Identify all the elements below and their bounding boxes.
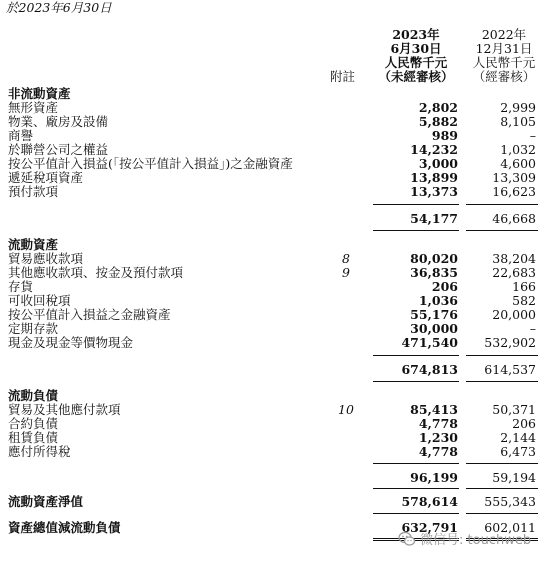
subtotal-2022: 46,668 — [492, 211, 536, 226]
net-current-2022: 555,343 — [484, 494, 536, 509]
row-value-2022: 50,371 — [492, 402, 536, 417]
row-label: 存貨 — [8, 279, 34, 294]
row-value-2023: 3,000 — [418, 156, 458, 171]
subtotal-rule — [466, 355, 538, 356]
row-label: 應付所得稅 — [8, 444, 71, 459]
section-title: 流動資產 — [8, 237, 59, 252]
note-header: 附註 — [330, 69, 356, 84]
total-rule — [373, 513, 459, 514]
subtotal-rule — [373, 381, 459, 382]
net-current-label: 流動資產淨值 — [8, 494, 84, 509]
row-label: 貿易應收款項 — [8, 251, 84, 266]
subtotal-rule — [373, 463, 459, 464]
row-label: 物業、廠房及設備 — [8, 114, 109, 129]
row-value-2022: 2,144 — [500, 430, 536, 445]
subtotal-2022: 614,537 — [484, 362, 536, 377]
subtotal-rule — [373, 355, 459, 356]
row-value-2022: 22,683 — [492, 265, 536, 280]
row-value-2022: 13,309 — [492, 170, 536, 185]
row-label: 租賃負債 — [8, 430, 59, 445]
row-value-2022: 2,999 — [500, 100, 536, 115]
row-value-2023: 13,899 — [410, 170, 458, 185]
col1-audit: （未經審核） — [378, 69, 454, 84]
row-value-2023: 55,176 — [410, 307, 458, 322]
subtotal-2023: 674,813 — [401, 362, 458, 377]
row-value-2022: 16,623 — [492, 184, 536, 199]
row-value-2023: 5,882 — [418, 114, 458, 129]
col2-audit: （經審核） — [472, 69, 536, 84]
watermark — [398, 529, 531, 548]
row-label: 其他應收款項、按金及預付款項 — [8, 265, 184, 280]
row-value-2023: 4,778 — [418, 444, 458, 459]
row-value-2022: 166 — [512, 279, 536, 294]
subtotal-rule — [466, 488, 538, 489]
row-value-2022: 20,000 — [492, 307, 536, 322]
col1-year: 2023年 — [392, 27, 440, 42]
row-value-2023: 13,373 — [410, 184, 458, 199]
subtotal-rule — [466, 230, 538, 231]
wechat-icon — [398, 530, 416, 548]
col2-year: 2022年 — [481, 27, 527, 42]
row-value-2023: 206 — [431, 279, 458, 294]
row-label: 可收回稅項 — [8, 293, 71, 308]
net-current-2023: 578,614 — [401, 494, 458, 509]
row-label: 貿易及其他應付款項 — [8, 402, 121, 417]
row-label: 無形資產 — [8, 100, 59, 115]
total-rule — [466, 513, 538, 514]
row-value-2022: 532,902 — [484, 335, 536, 350]
section-title: 流動負債 — [8, 388, 59, 403]
subtotal-2022: 59,194 — [492, 470, 536, 485]
row-label: 現金及現金等價物現金 — [8, 335, 134, 350]
total-less-label: 資產總值減流動負債 — [8, 520, 121, 535]
col2-header — [464, 28, 544, 84]
subtotal-rule — [373, 488, 459, 489]
row-label: 定期存款 — [8, 321, 59, 336]
subtotal-2023: 96,199 — [410, 470, 458, 485]
row-value-2022: 1,032 — [500, 142, 536, 157]
section-title: 非流動資產 — [8, 86, 71, 101]
watermark-text: 微信号: touchweb — [420, 533, 532, 548]
row-label: 遞延稅項資產 — [8, 170, 84, 185]
row-value-2022: 4,600 — [500, 156, 536, 171]
row-value-2023: 471,540 — [401, 335, 458, 350]
row-value-2022: 206 — [512, 416, 536, 431]
row-value-2023: 36,835 — [410, 265, 458, 280]
row-note: 9 — [342, 265, 350, 280]
row-value-2022: 582 — [512, 293, 536, 308]
col2-date: 12月31日 — [475, 41, 533, 56]
row-value-2023: 30,000 — [410, 321, 458, 336]
col1-unit: 人民幣千元 — [384, 55, 448, 70]
row-label: 按公平值計入損益(「按公平值計入損益」)之金融資產 — [8, 156, 293, 171]
row-label: 於聯營公司之權益 — [8, 142, 109, 157]
row-value-2023: 80,020 — [410, 251, 458, 266]
row-value-2023: 2,802 — [418, 100, 458, 115]
total-less-2023: 632,791 — [401, 520, 458, 535]
row-value-2022: – — [529, 321, 536, 336]
row-value-2022: 8,105 — [500, 114, 536, 129]
row-value-2023: 4,778 — [418, 416, 458, 431]
row-label: 合約負債 — [8, 416, 59, 431]
subtotal-rule — [466, 381, 538, 382]
row-value-2022: – — [529, 128, 536, 143]
row-value-2022: 6,473 — [500, 444, 536, 459]
row-value-2023: 989 — [431, 128, 458, 143]
row-value-2022: 38,204 — [492, 251, 536, 266]
col1-date: 6月30日 — [390, 41, 442, 56]
row-value-2023: 1,036 — [418, 293, 458, 308]
row-value-2023: 14,232 — [410, 142, 458, 157]
row-value-2023: 85,413 — [410, 402, 458, 417]
total-less-2022: 602,011 — [484, 520, 536, 535]
subtotal-2023: 54,177 — [410, 211, 458, 226]
row-value-2023: 1,230 — [418, 430, 458, 445]
subtotal-rule — [466, 204, 538, 205]
row-note: 8 — [342, 251, 350, 266]
row-label: 按公平值計入損益之金融資產 — [8, 307, 171, 322]
subtotal-rule — [466, 463, 538, 464]
subtotal-rule — [373, 204, 459, 205]
col2-unit: 人民幣千元 — [472, 55, 536, 70]
col1-header — [373, 28, 459, 84]
row-label: 商譽 — [8, 128, 34, 143]
date-line: 於2023年6月30日 — [6, 0, 112, 15]
row-note: 10 — [338, 402, 354, 417]
row-label: 預付款項 — [8, 184, 59, 199]
subtotal-rule — [373, 230, 459, 231]
